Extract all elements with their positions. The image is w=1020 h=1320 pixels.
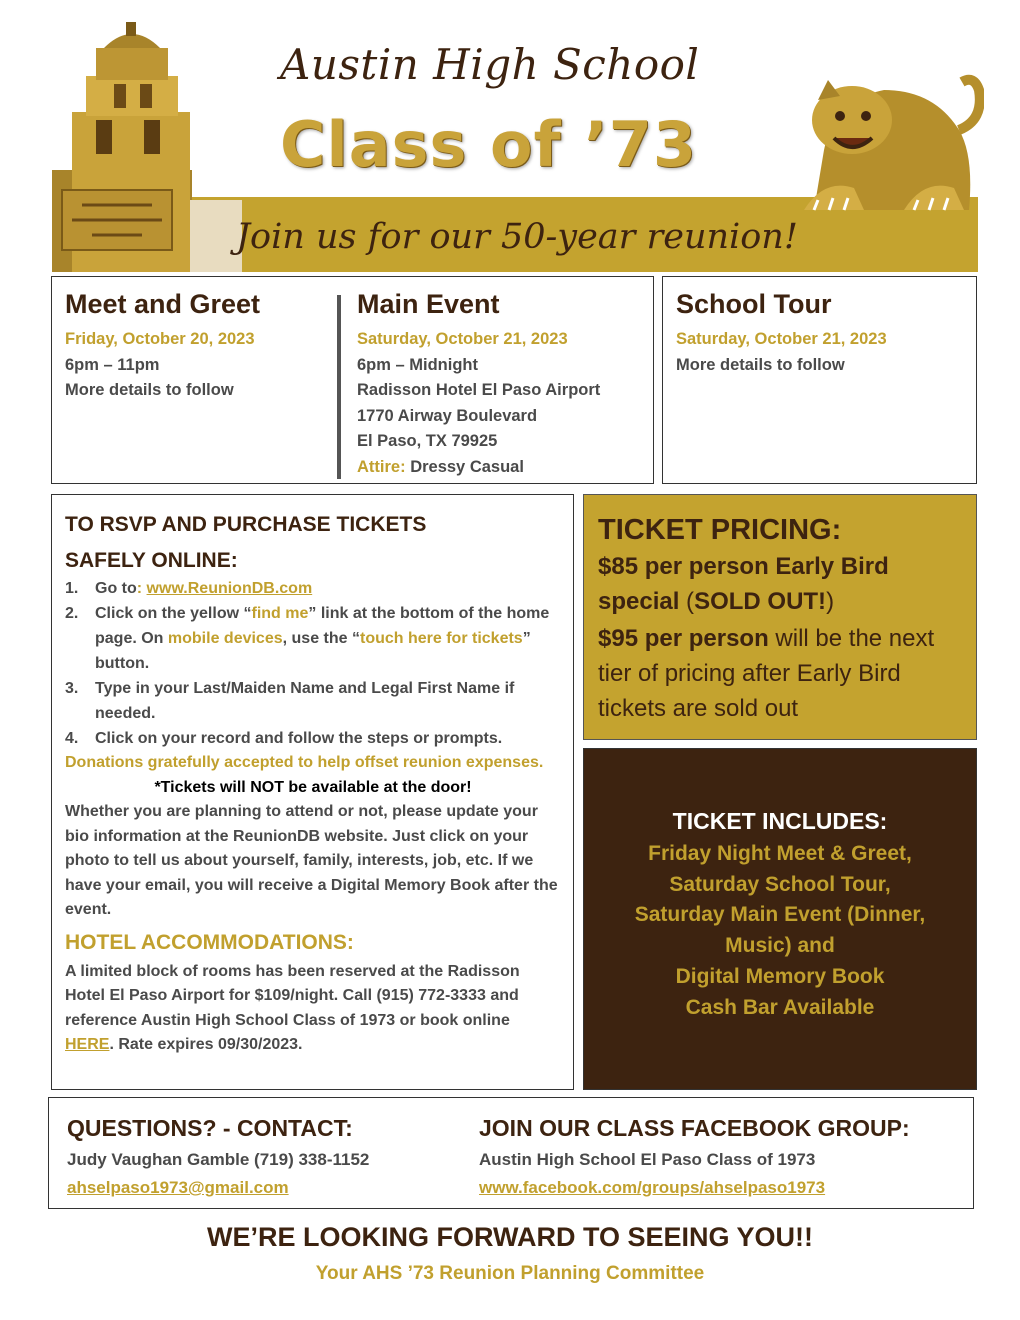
rsvp-step: 3. Type in your Last/Maiden Name and Legal First Name if needed.: [65, 680, 515, 722]
rsvp-heading: TO RSVP AND PURCHASE TICKETS: [65, 513, 427, 536]
contact-name-phone: Judy Vaughan Gamble (719) 338-1152: [67, 1150, 370, 1169]
event-date: Saturday, October 21, 2023: [357, 330, 568, 348]
rsvp-step: 1. Go to: www.ReunionDB.com: [65, 580, 313, 597]
rsvp-step: 4. Click on your record and follow the steps or prompts.: [65, 730, 503, 747]
no-door-sales-note: *Tickets will NOT be available at the door!: [154, 778, 472, 796]
footer-subtitle: Your AHS ’73 Reunion Planning Committee: [315, 1263, 705, 1284]
contact-box: [48, 1097, 974, 1209]
facebook-heading: JOIN OUR CLASS FACEBOOK GROUP:: [479, 1115, 910, 1141]
rsvp-step: 2. Click on the yellow “find me” link at the bottom of the home page. On mobile devices, use the “touch here for tickets” button.: [65, 605, 550, 672]
events-box: [51, 276, 654, 484]
includes-title: TICKET INCLUDES:: [672, 808, 888, 834]
event-date: Saturday, October 21, 2023: [676, 330, 887, 348]
early-bird-price: $85 per person Early Bird special (SOLD OUT!): [598, 553, 889, 615]
event-meet-and-greet: [65, 289, 260, 404]
ticket-includes-box: [583, 748, 977, 1090]
cougar-mascot-image: [784, 60, 984, 218]
event-main-event: [357, 289, 600, 480]
hotel-heading: HOTEL ACCOMMODATIONS:: [65, 930, 354, 954]
event-date: Friday, October 20, 2023: [65, 330, 255, 348]
footer-title: WE’RE LOOKING FORWARD TO SEEING YOU!!: [206, 1222, 814, 1252]
donations-note: Donations gratefully accepted to help offset reunion expenses.: [65, 754, 544, 771]
school-tower-image: [52, 20, 242, 272]
class-title: Class of ’73: [280, 108, 697, 181]
regular-price: $95 per person will be the next tier of pricing after Early Bird tickets are sold out: [598, 625, 935, 722]
reuniondb-link[interactable]: www.ReunionDB.com: [146, 580, 313, 597]
rsvp-steps-list: [65, 576, 561, 751]
mobile-devices-highlight: mobile devices: [167, 630, 283, 647]
event-time: 6pm – Midnight: [357, 355, 478, 374]
find-me-highlight: find me: [251, 605, 309, 622]
hotel-booking-link[interactable]: HERE: [65, 1036, 110, 1053]
event-title: School Tour: [676, 289, 832, 319]
attire-label: Attire:: [357, 457, 406, 476]
sold-out-label: SOLD OUT!: [694, 588, 827, 615]
touch-here-highlight: touch here for tickets: [359, 630, 523, 647]
contact-heading: QUESTIONS? - CONTACT:: [67, 1115, 353, 1141]
include-item: Friday Night Meet & Greet,: [648, 842, 912, 865]
event-title: Meet and Greet: [65, 289, 261, 319]
hotel-details: A limited block of rooms has been reserved at the Radisson Hotel El Paso Airport for $109/night. Call (915) 772-3333 and reference Austin High School Class of 1973 or book online HERE. Rate expires 09/30/2023.: [65, 962, 520, 1053]
event-address-line1: 1770 Airway Boulevard: [357, 406, 538, 425]
contact-section: [67, 1112, 369, 1202]
facebook-section: [479, 1112, 910, 1202]
event-details: More details to follow: [65, 381, 234, 399]
facebook-group-link[interactable]: www.facebook.com/groups/ahselpaso1973: [479, 1178, 826, 1197]
include-item: Cash Bar Available: [685, 995, 875, 1019]
attire-value: Dressy Casual: [410, 457, 524, 476]
reunion-tagline: Join us for our 50-year reunion!: [236, 217, 798, 257]
rsvp-box: [51, 494, 574, 1090]
event-attire: [357, 455, 600, 481]
include-item: Music) and: [725, 934, 835, 958]
event-venue: Radisson Hotel El Paso Airport: [357, 381, 601, 399]
event-address-line2: El Paso, TX 79925: [357, 432, 498, 450]
bio-update-note: Whether you are planning to attend or not, please update your bio information at the ReunionDB website. Just click on your photo to tell us about yourself, family, interests, job, etc. If we have your email, you will receive a Digital Memory Book after the event.: [65, 803, 558, 918]
facebook-group-name: Austin High School El Paso Class of 1973: [479, 1150, 816, 1169]
include-item: Digital Memory Book: [675, 964, 885, 988]
include-item: Saturday School Tour,: [669, 872, 891, 896]
event-school-tour: [676, 289, 887, 378]
event-title: Main Event: [357, 289, 500, 319]
event-details: More details to follow: [676, 355, 845, 374]
pricing-title: TICKET PRICING:: [598, 514, 842, 546]
contact-email-link[interactable]: ahselpaso1973@gmail.com: [67, 1178, 289, 1197]
school-tour-box: [662, 276, 977, 484]
rsvp-subheading: SAFELY ONLINE:: [65, 549, 238, 572]
ticket-pricing-box: [583, 494, 977, 740]
school-name: Austin High School: [280, 40, 700, 89]
include-item: Saturday Main Event (Dinner,: [634, 903, 926, 927]
event-divider: [337, 295, 341, 479]
event-time: 6pm – 11pm: [65, 355, 160, 374]
header-banner: [52, 20, 978, 272]
